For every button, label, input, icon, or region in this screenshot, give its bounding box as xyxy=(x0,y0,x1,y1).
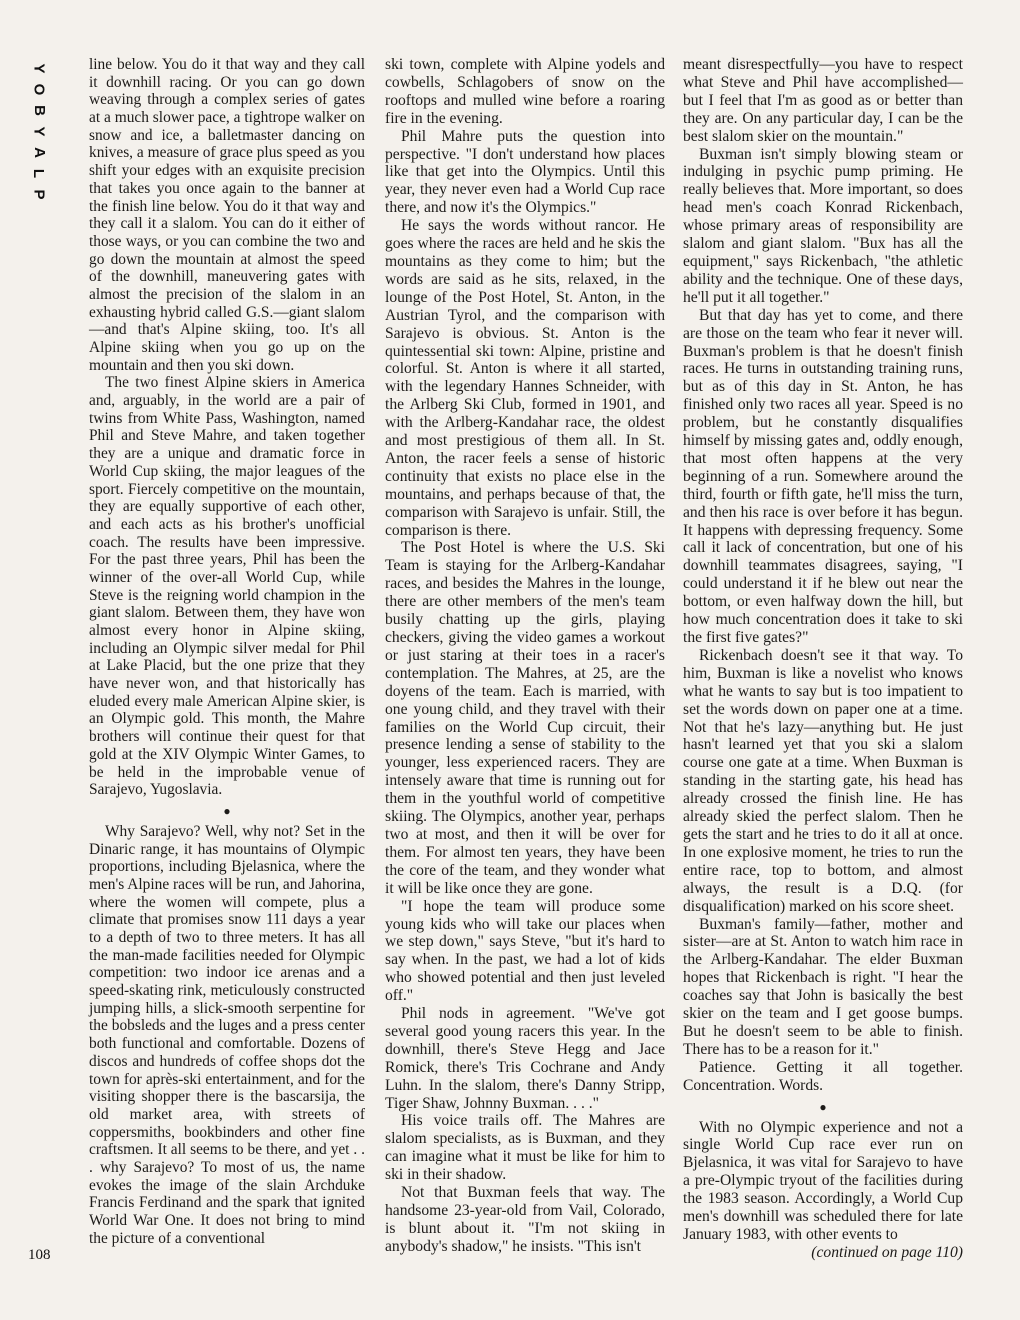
paragraph: With no Olympic experience and not a single World Cup race ever run on Bjelasnica, it was vital for Sarajevo to have a pre-Olympic tryout of the facilities during the 1983 season. Accordingly, a World Cup men's downhill was scheduled there for late January 1983, with other events to xyxy=(683,1118,963,1243)
paragraph: Phil nods in agreement. "We've got several good young racers this year. In the downhill, there's Steve Hegg and Jace Romick, there's Tris Cochrane and Andy Luhn. In the slalom, there's Danny Stripp, Tiger Shaw, Johnny Buxman. . . ." xyxy=(385,1005,665,1112)
paragraph: "I hope the team will produce some young kids who will take our places when we step down," says Steve, "but it's hard to say when. In the past, we had a lot of kids who showed potential and then just leveled off." xyxy=(385,897,665,1005)
paragraph: Why Sarajevo? Well, why not? Set in the Dinaric range, it has mountains of Olympic proportions, including Bjelasnica, where the men's Alpine races will be run, and Jahorina, where the women will compete, plus a climate that promises snow 111 days a year to a depth of two to three meters. It has all the man-made facilities needed for Olympic competition: two indoor ice arenas and a speed-skating rink, meticulously constructed jumping hills, a slick-smooth serpentine for the bobsleds and the luges and a press center both functional and comfortable. Dozens of discos and hundreds of coffee shops dot the town for après-ski entertainment, and for the visiting shopper there is the bascarsija, the old market area, with streets of coppersmiths, bookbinders and other fine craftsmen. It all seems to be there, and yet . . . why Sarajevo? To most of us, the name evokes the image of the slain Archduke Francis Ferdinand and the spark that ignited World War One. It does not bring to mind the picture of a conventional xyxy=(89,822,365,1247)
section-bullet: ● xyxy=(223,803,231,818)
masthead-letter: A xyxy=(30,147,48,158)
section-bullet: ● xyxy=(819,1099,827,1114)
paragraph: Phil Mahre puts the question into perspective. "I don't understand how places like that get into the Olympics. Until this year, they never even had a World Cup race there, and now it's the Olympics." xyxy=(385,127,665,217)
paragraph: line below. You do it that way and they call it downhill racing. Or you can go down weaving through a complex series of gates at a much slower pace, a tightrope walker on snow and ice, a balletmaster dancing on knives, a measure of grace plus speed as you shift your edges with an exquisite precision that takes you once again to the banner at the finish line below. You do it that way and they call it a slalom. You can do it either of those ways, or you can combine the two and go down the mountain at almost the speed of the downhill, maneuvering gates with almost the precision of the slalom in an exhausting hybrid called G.S.—giant slalom—and that's Alpine skiing, too. It's all Alpine skiing when you go up on the mountain and then you ski down. xyxy=(89,56,365,374)
paragraph: Buxman isn't simply blowing steam or indulging in psychic pump priming. He really believes that. More important, so does head men's coach Konrad Rickenbach, whose primary areas of responsibility are slalom and giant slalom. "Bux has all the equipment," says Rickenbach, "the athletic ability and the technique. One of these days, he'll put it all together." xyxy=(683,145,963,306)
column-3 xyxy=(683,56,963,1262)
paragraph: He says the words without rancor. He goes where the races are held and he skis the mountains as they come to him; but the words are said as he sits, relaxed, in the lounge of the Post Hotel, St. Anton, in the Austrian Tyrol, and the comparison with Sarajevo is obvious. St. Anton is the quintessential ski town: Alpine, pristine and colorful. St. Anton is where it all started, with the legendary Hannes Schneider, with the Arlberg Ski Club, formed in 1901, and with the Arlberg-Kandahar race, the oldest and most prestigious of them all. In St. Anton, the racer feels a sense of historic continuity that exists no place else in the mountains, and perhaps because of that, the comparison with Sarajevo is unfair. Still, the comparison is there. xyxy=(385,217,665,539)
paragraph: Patience. Getting it all together. Concentration. Words. xyxy=(683,1058,963,1094)
paragraph: meant disrespectfully—you have to respect what Steve and Phil have accomplished—but I feel that I'm as good as or better than they are. On any particular day, I can be the best slalom skier on the mountain." xyxy=(683,56,963,145)
paragraph: The two finest Alpine skiers in America and, arguably, in the world are a pair of twins from White Pass, Washington, named Phil and Steve Mahre, and taken together they are a unique and dramatic force in World Cup skiing, the major leagues of the sport. Fiercely competitive on the mountain, they are equally supportive of each other, and each acts as his brother's unofficial coach. The results have been impressive. For the past three years, Phil has been the winner of the over-all World Cup, while Steve is the reigning world champion in the giant slalom. Between them, they have won almost every honor in Alpine skiing, including an Olympic silver medal for Phil at Lake Placid, but the one prize that they have never won, and that historically has eluded every male American Alpine skier, is an Olympic gold. This month, the Mahre brothers will continue their quest for that gold at the XIV Olympic Winter Games, to be held in the improbable venue of Sarajevo, Yugoslavia. xyxy=(89,374,365,799)
page-number: 108 xyxy=(28,1247,51,1263)
masthead-letter: Y xyxy=(30,63,48,74)
paragraph: But that day has yet to come, and there are those on the team who fear it never will. Buxman's problem is that he doesn't finish races. He turns in outstanding training runs, but as of this day in St. Anton, he has finished only two races all year. Speed is no problem, but he constantly disqualifies himself by missing gates and, oddly enough, that most often happens at the very beginning of a run. Somewhere around the third, fourth or fifth gate, he'll miss the turn, and then his race is over before it has begun. It happens with depressing frequency. Some call it lack of concentration, but one of his downhill teammates disagrees, saying, "I could understand it if he blew out near the bottom, or even halfway down the hill, but how much concentration does it take to ski the first five gates?" xyxy=(683,306,963,646)
continued-note: (continued on page 110) xyxy=(811,1243,963,1261)
masthead-letter: Y xyxy=(30,126,48,137)
paragraph: Buxman's family—father, mother and sister—are at St. Anton to watch him race in the Arlberg-Kandahar. The elder Buxman hopes that Rickenbach is right. "I hear the coaches say that John is basically the best skier on the team and I get goose bumps. But he doesn't seem to be able to finish. There has to be a reason for it." xyxy=(683,915,963,1058)
masthead-letter: L xyxy=(30,168,48,179)
paragraph: ski town, complete with Alpine yodels and cowbells, Schlagobers of snow on the rooftops and mulled wine before a roaring fire in the evening. xyxy=(385,56,665,127)
masthead-letter: P xyxy=(30,189,48,200)
column-1 xyxy=(89,56,365,1247)
masthead xyxy=(28,58,50,205)
masthead-letter: O xyxy=(30,83,48,96)
paragraph: His voice trails off. The Mahres are slalom specialists, as is Buxman, and they can imagine what it must be like for him to ski in their shadow. xyxy=(385,1112,665,1184)
paragraph: Rickenbach doesn't see it that way. To him, Buxman is like a novelist who knows what he wants to say but is too impatient to set the words down on paper one at a time. Not that he's lazy—anything but. He just hasn't learned yet that you ski a slalom course one gate at a time. When Buxman is standing in the starting gate, his head has already crossed the finish line. He has already skied the perfect slalom. Then he gets the start and he tries to do it all at once. In one explosive moment, he tries to run the entire race, top to bottom, and almost always, the result is a D.Q. (for disqualification) marked on his score sheet. xyxy=(683,646,963,915)
masthead-letter: B xyxy=(30,105,48,116)
paragraph: The Post Hotel is where the U.S. Ski Team is staying for the Arlberg-Kandahar races, and besides the Mahres in the lounge, there are other members of the men's team busily chatting up the girls, playing checkers, giving the video games a workout or just staring at their toes in a racer's contemplation. The Mahres, at 25, are the doyens of the team. Each is married, with one young child, and they travel with their families on the World Cup circuit, their presence lending a sense of stability to the younger, less experienced racers. They are intensely aware that time is running out for them in the youthful world of competitive skiing. The Olympics, another year, perhaps two at most, and then it will be over for them. For almost ten years, they have been the core of the team, and they wonder what it will be like once they are gone. xyxy=(385,539,665,897)
paragraph: Not that Buxman feels that way. The handsome 23-year-old from Vail, Colorado, is blunt about it. "I'm not skiing in anybody's shadow," he insists. "This isn't xyxy=(385,1184,665,1255)
column-2 xyxy=(385,56,665,1256)
